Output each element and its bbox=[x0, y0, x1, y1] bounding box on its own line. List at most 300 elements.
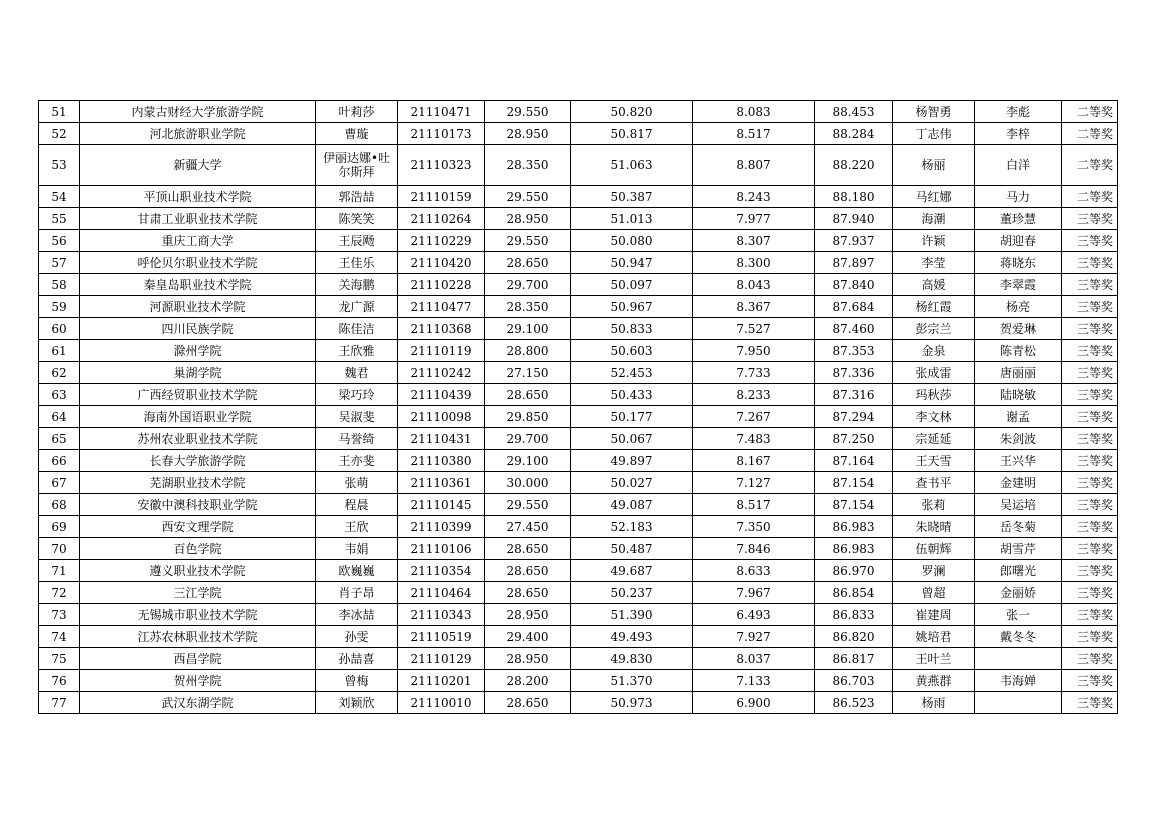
teacher-2-cell: 胡迎春 bbox=[975, 230, 1062, 252]
row-number-cell: 75 bbox=[39, 648, 80, 670]
award-cell: 三等奖 bbox=[1062, 362, 1118, 384]
student-name-cell: 陈佳洁 bbox=[316, 318, 398, 340]
total-score-cell: 87.840 bbox=[815, 274, 893, 296]
total-score-cell: 88.180 bbox=[815, 186, 893, 208]
score-3-cell: 8.243 bbox=[693, 186, 815, 208]
score-3-cell: 8.633 bbox=[693, 560, 815, 582]
score-3-cell: 7.733 bbox=[693, 362, 815, 384]
teacher-2-cell: 陈青松 bbox=[975, 340, 1062, 362]
teacher-2-cell: 韦海婵 bbox=[975, 670, 1062, 692]
score-2-cell: 51.390 bbox=[571, 604, 693, 626]
total-score-cell: 87.940 bbox=[815, 208, 893, 230]
score-3-cell: 8.233 bbox=[693, 384, 815, 406]
teacher-2-cell: 李梓 bbox=[975, 123, 1062, 145]
award-cell: 二等奖 bbox=[1062, 186, 1118, 208]
school-cell: 安徽中澳科技职业学院 bbox=[80, 494, 316, 516]
score-2-cell: 50.817 bbox=[571, 123, 693, 145]
score-1-cell: 28.350 bbox=[485, 145, 571, 186]
score-1-cell: 29.550 bbox=[485, 230, 571, 252]
student-name-cell: 龙广源 bbox=[316, 296, 398, 318]
row-number-cell: 72 bbox=[39, 582, 80, 604]
school-cell: 贺州学院 bbox=[80, 670, 316, 692]
award-cell: 三等奖 bbox=[1062, 494, 1118, 516]
score-3-cell: 8.300 bbox=[693, 252, 815, 274]
score-1-cell: 28.650 bbox=[485, 692, 571, 714]
row-number-cell: 54 bbox=[39, 186, 80, 208]
award-cell: 三等奖 bbox=[1062, 604, 1118, 626]
total-score-cell: 86.983 bbox=[815, 538, 893, 560]
teacher-2-cell: 李彪 bbox=[975, 101, 1062, 123]
teacher-1-cell: 许颖 bbox=[893, 230, 975, 252]
row-number-cell: 62 bbox=[39, 362, 80, 384]
total-score-cell: 88.220 bbox=[815, 145, 893, 186]
award-cell: 三等奖 bbox=[1062, 340, 1118, 362]
score-3-cell: 7.846 bbox=[693, 538, 815, 560]
award-cell: 三等奖 bbox=[1062, 450, 1118, 472]
score-1-cell: 28.650 bbox=[485, 538, 571, 560]
row-number-cell: 51 bbox=[39, 101, 80, 123]
teacher-1-cell: 彭宗兰 bbox=[893, 318, 975, 340]
total-score-cell: 87.154 bbox=[815, 494, 893, 516]
student-id-cell: 21110354 bbox=[398, 560, 485, 582]
table-row bbox=[39, 604, 1118, 626]
row-number-cell: 71 bbox=[39, 560, 80, 582]
student-id-cell: 21110145 bbox=[398, 494, 485, 516]
teacher-1-cell: 伍朝辉 bbox=[893, 538, 975, 560]
score-3-cell: 7.127 bbox=[693, 472, 815, 494]
teacher-1-cell: 金泉 bbox=[893, 340, 975, 362]
score-3-cell: 7.927 bbox=[693, 626, 815, 648]
table-row bbox=[39, 252, 1118, 274]
score-3-cell: 7.483 bbox=[693, 428, 815, 450]
student-id-cell: 21110229 bbox=[398, 230, 485, 252]
score-2-cell: 49.087 bbox=[571, 494, 693, 516]
score-2-cell: 50.487 bbox=[571, 538, 693, 560]
score-2-cell: 50.820 bbox=[571, 101, 693, 123]
student-name-cell: 程晨 bbox=[316, 494, 398, 516]
score-2-cell: 50.833 bbox=[571, 318, 693, 340]
table-row bbox=[39, 406, 1118, 428]
score-2-cell: 50.237 bbox=[571, 582, 693, 604]
row-number-cell: 74 bbox=[39, 626, 80, 648]
score-3-cell: 7.527 bbox=[693, 318, 815, 340]
row-number-cell: 59 bbox=[39, 296, 80, 318]
school-cell: 三江学院 bbox=[80, 582, 316, 604]
score-2-cell: 50.097 bbox=[571, 274, 693, 296]
award-cell: 三等奖 bbox=[1062, 428, 1118, 450]
score-2-cell: 50.603 bbox=[571, 340, 693, 362]
school-cell: 巢湖学院 bbox=[80, 362, 316, 384]
teacher-2-cell: 朱剑波 bbox=[975, 428, 1062, 450]
student-name-cell: 王欣雅 bbox=[316, 340, 398, 362]
score-1-cell: 27.450 bbox=[485, 516, 571, 538]
score-2-cell: 51.370 bbox=[571, 670, 693, 692]
teacher-1-cell: 杨红霞 bbox=[893, 296, 975, 318]
score-2-cell: 51.063 bbox=[571, 145, 693, 186]
student-name-cell: 马誉绮 bbox=[316, 428, 398, 450]
table-row bbox=[39, 692, 1118, 714]
score-1-cell: 29.700 bbox=[485, 274, 571, 296]
total-score-cell: 87.250 bbox=[815, 428, 893, 450]
student-name-cell: 刘颖欣 bbox=[316, 692, 398, 714]
teacher-2-cell: 王兴华 bbox=[975, 450, 1062, 472]
teacher-2-cell: 马力 bbox=[975, 186, 1062, 208]
teacher-1-cell: 玛秋莎 bbox=[893, 384, 975, 406]
row-number-cell: 76 bbox=[39, 670, 80, 692]
total-score-cell: 87.316 bbox=[815, 384, 893, 406]
total-score-cell: 86.817 bbox=[815, 648, 893, 670]
teacher-1-cell: 李文林 bbox=[893, 406, 975, 428]
student-name-cell: 吴淑斐 bbox=[316, 406, 398, 428]
row-number-cell: 58 bbox=[39, 274, 80, 296]
teacher-1-cell: 杨智勇 bbox=[893, 101, 975, 123]
award-cell: 三等奖 bbox=[1062, 538, 1118, 560]
table-row bbox=[39, 101, 1118, 123]
table-row bbox=[39, 582, 1118, 604]
table-row bbox=[39, 472, 1118, 494]
teacher-1-cell: 杨丽 bbox=[893, 145, 975, 186]
award-cell: 三等奖 bbox=[1062, 670, 1118, 692]
student-id-cell: 21110228 bbox=[398, 274, 485, 296]
teacher-1-cell: 张莉 bbox=[893, 494, 975, 516]
table-row bbox=[39, 494, 1118, 516]
teacher-2-cell: 谢孟 bbox=[975, 406, 1062, 428]
award-cell: 三等奖 bbox=[1062, 274, 1118, 296]
teacher-1-cell: 张成雷 bbox=[893, 362, 975, 384]
score-1-cell: 27.150 bbox=[485, 362, 571, 384]
student-id-cell: 21110420 bbox=[398, 252, 485, 274]
student-name-cell: 孙雯 bbox=[316, 626, 398, 648]
teacher-2-cell: 蒋晓东 bbox=[975, 252, 1062, 274]
award-cell: 三等奖 bbox=[1062, 472, 1118, 494]
student-id-cell: 21110264 bbox=[398, 208, 485, 230]
award-cell: 二等奖 bbox=[1062, 101, 1118, 123]
score-2-cell: 50.433 bbox=[571, 384, 693, 406]
student-id-cell: 21110201 bbox=[398, 670, 485, 692]
score-2-cell: 50.967 bbox=[571, 296, 693, 318]
student-id-cell: 21110119 bbox=[398, 340, 485, 362]
total-score-cell: 87.164 bbox=[815, 450, 893, 472]
teacher-1-cell: 王天雪 bbox=[893, 450, 975, 472]
score-1-cell: 28.650 bbox=[485, 582, 571, 604]
teacher-1-cell: 丁志伟 bbox=[893, 123, 975, 145]
score-2-cell: 50.177 bbox=[571, 406, 693, 428]
score-1-cell: 29.550 bbox=[485, 494, 571, 516]
award-cell: 三等奖 bbox=[1062, 582, 1118, 604]
school-cell: 平顶山职业技术学院 bbox=[80, 186, 316, 208]
school-cell: 苏州农业职业技术学院 bbox=[80, 428, 316, 450]
total-score-cell: 87.154 bbox=[815, 472, 893, 494]
student-name-cell: 陈笑笑 bbox=[316, 208, 398, 230]
row-number-cell: 69 bbox=[39, 516, 80, 538]
student-id-cell: 21110323 bbox=[398, 145, 485, 186]
total-score-cell: 86.523 bbox=[815, 692, 893, 714]
award-cell: 三等奖 bbox=[1062, 318, 1118, 340]
total-score-cell: 86.970 bbox=[815, 560, 893, 582]
student-name-cell: 王辰飏 bbox=[316, 230, 398, 252]
score-3-cell: 8.167 bbox=[693, 450, 815, 472]
total-score-cell: 87.336 bbox=[815, 362, 893, 384]
teacher-1-cell: 朱晓晴 bbox=[893, 516, 975, 538]
teacher-2-cell: 陆晓敏 bbox=[975, 384, 1062, 406]
total-score-cell: 88.284 bbox=[815, 123, 893, 145]
row-number-cell: 66 bbox=[39, 450, 80, 472]
school-cell: 秦皇岛职业技术学院 bbox=[80, 274, 316, 296]
student-id-cell: 21110399 bbox=[398, 516, 485, 538]
score-1-cell: 28.950 bbox=[485, 123, 571, 145]
table-row bbox=[39, 670, 1118, 692]
total-score-cell: 87.294 bbox=[815, 406, 893, 428]
score-1-cell: 28.650 bbox=[485, 560, 571, 582]
total-score-cell: 87.937 bbox=[815, 230, 893, 252]
table-row bbox=[39, 296, 1118, 318]
score-3-cell: 7.133 bbox=[693, 670, 815, 692]
row-number-cell: 56 bbox=[39, 230, 80, 252]
student-name-cell: 魏君 bbox=[316, 362, 398, 384]
row-number-cell: 53 bbox=[39, 145, 80, 186]
score-3-cell: 8.307 bbox=[693, 230, 815, 252]
row-number-cell: 61 bbox=[39, 340, 80, 362]
school-cell: 河源职业技术学院 bbox=[80, 296, 316, 318]
teacher-1-cell: 查书平 bbox=[893, 472, 975, 494]
row-number-cell: 60 bbox=[39, 318, 80, 340]
student-id-cell: 21110173 bbox=[398, 123, 485, 145]
teacher-2-cell: 李翠霞 bbox=[975, 274, 1062, 296]
student-id-cell: 21110368 bbox=[398, 318, 485, 340]
teacher-2-cell: 戴冬冬 bbox=[975, 626, 1062, 648]
student-name-cell: 孙喆喜 bbox=[316, 648, 398, 670]
teacher-2-cell: 金丽娇 bbox=[975, 582, 1062, 604]
teacher-2-cell: 董珍慧 bbox=[975, 208, 1062, 230]
teacher-2-cell: 白洋 bbox=[975, 145, 1062, 186]
score-2-cell: 50.080 bbox=[571, 230, 693, 252]
score-3-cell: 8.037 bbox=[693, 648, 815, 670]
score-3-cell: 7.977 bbox=[693, 208, 815, 230]
school-cell: 甘肃工业职业技术学院 bbox=[80, 208, 316, 230]
score-3-cell: 6.900 bbox=[693, 692, 815, 714]
school-cell: 武汉东湖学院 bbox=[80, 692, 316, 714]
score-3-cell: 8.043 bbox=[693, 274, 815, 296]
row-number-cell: 57 bbox=[39, 252, 80, 274]
table-row bbox=[39, 560, 1118, 582]
row-number-cell: 77 bbox=[39, 692, 80, 714]
score-3-cell: 7.950 bbox=[693, 340, 815, 362]
school-cell: 新疆大学 bbox=[80, 145, 316, 186]
teacher-2-cell: 杨亮 bbox=[975, 296, 1062, 318]
score-1-cell: 28.800 bbox=[485, 340, 571, 362]
score-3-cell: 7.967 bbox=[693, 582, 815, 604]
score-1-cell: 29.550 bbox=[485, 186, 571, 208]
school-cell: 西昌学院 bbox=[80, 648, 316, 670]
school-cell: 广西经贸职业技术学院 bbox=[80, 384, 316, 406]
school-cell: 遵义职业技术学院 bbox=[80, 560, 316, 582]
score-2-cell: 49.897 bbox=[571, 450, 693, 472]
score-3-cell: 7.350 bbox=[693, 516, 815, 538]
school-cell: 内蒙古财经大学旅游学院 bbox=[80, 101, 316, 123]
student-name-cell: 郭浩喆 bbox=[316, 186, 398, 208]
school-cell: 西安文理学院 bbox=[80, 516, 316, 538]
teacher-2-cell: 金建明 bbox=[975, 472, 1062, 494]
score-1-cell: 29.700 bbox=[485, 428, 571, 450]
student-id-cell: 21110106 bbox=[398, 538, 485, 560]
score-3-cell: 8.367 bbox=[693, 296, 815, 318]
score-2-cell: 49.493 bbox=[571, 626, 693, 648]
score-3-cell: 8.517 bbox=[693, 123, 815, 145]
score-2-cell: 49.687 bbox=[571, 560, 693, 582]
student-name-cell: 曹璇 bbox=[316, 123, 398, 145]
student-id-cell: 21110242 bbox=[398, 362, 485, 384]
table-row bbox=[39, 428, 1118, 450]
score-1-cell: 29.850 bbox=[485, 406, 571, 428]
award-cell: 三等奖 bbox=[1062, 648, 1118, 670]
school-cell: 江苏农林职业技术学院 bbox=[80, 626, 316, 648]
student-name-cell: 伊丽达娜•吐尔斯拜 bbox=[316, 145, 398, 186]
score-2-cell: 49.830 bbox=[571, 648, 693, 670]
teacher-1-cell: 海潮 bbox=[893, 208, 975, 230]
table-row bbox=[39, 648, 1118, 670]
school-cell: 河北旅游职业学院 bbox=[80, 123, 316, 145]
teacher-1-cell: 高媛 bbox=[893, 274, 975, 296]
score-3-cell: 8.807 bbox=[693, 145, 815, 186]
student-name-cell: 韦娟 bbox=[316, 538, 398, 560]
award-cell: 三等奖 bbox=[1062, 252, 1118, 274]
row-number-cell: 52 bbox=[39, 123, 80, 145]
score-1-cell: 28.950 bbox=[485, 208, 571, 230]
teacher-1-cell: 杨雨 bbox=[893, 692, 975, 714]
table-row bbox=[39, 145, 1118, 186]
score-1-cell: 28.650 bbox=[485, 252, 571, 274]
score-1-cell: 28.200 bbox=[485, 670, 571, 692]
school-cell: 四川民族学院 bbox=[80, 318, 316, 340]
school-cell: 无锡城市职业技术学院 bbox=[80, 604, 316, 626]
award-cell: 二等奖 bbox=[1062, 123, 1118, 145]
score-2-cell: 50.947 bbox=[571, 252, 693, 274]
student-id-cell: 21110464 bbox=[398, 582, 485, 604]
results-table bbox=[38, 100, 1118, 714]
table-row bbox=[39, 362, 1118, 384]
school-cell: 滁州学院 bbox=[80, 340, 316, 362]
total-score-cell: 87.684 bbox=[815, 296, 893, 318]
table-row bbox=[39, 208, 1118, 230]
row-number-cell: 68 bbox=[39, 494, 80, 516]
student-name-cell: 欧巍巍 bbox=[316, 560, 398, 582]
award-cell: 三等奖 bbox=[1062, 208, 1118, 230]
row-number-cell: 55 bbox=[39, 208, 80, 230]
student-name-cell: 李冰喆 bbox=[316, 604, 398, 626]
score-2-cell: 51.013 bbox=[571, 208, 693, 230]
total-score-cell: 86.983 bbox=[815, 516, 893, 538]
score-1-cell: 30.000 bbox=[485, 472, 571, 494]
teacher-2-cell: 张一 bbox=[975, 604, 1062, 626]
student-name-cell: 肖子昂 bbox=[316, 582, 398, 604]
score-1-cell: 28.950 bbox=[485, 604, 571, 626]
student-id-cell: 21110380 bbox=[398, 450, 485, 472]
score-1-cell: 29.100 bbox=[485, 318, 571, 340]
teacher-1-cell: 罗澜 bbox=[893, 560, 975, 582]
student-id-cell: 21110159 bbox=[398, 186, 485, 208]
total-score-cell: 86.833 bbox=[815, 604, 893, 626]
teacher-1-cell: 王叶兰 bbox=[893, 648, 975, 670]
score-3-cell: 8.083 bbox=[693, 101, 815, 123]
table-row bbox=[39, 516, 1118, 538]
award-cell: 三等奖 bbox=[1062, 296, 1118, 318]
teacher-1-cell: 姚培君 bbox=[893, 626, 975, 648]
student-id-cell: 21110439 bbox=[398, 384, 485, 406]
award-cell: 三等奖 bbox=[1062, 230, 1118, 252]
table-row bbox=[39, 274, 1118, 296]
table-body bbox=[39, 101, 1118, 714]
teacher-2-cell: 吴运培 bbox=[975, 494, 1062, 516]
table-row bbox=[39, 538, 1118, 560]
student-name-cell: 王亦斐 bbox=[316, 450, 398, 472]
score-1-cell: 28.650 bbox=[485, 384, 571, 406]
teacher-2-cell: 郎曙光 bbox=[975, 560, 1062, 582]
score-2-cell: 50.973 bbox=[571, 692, 693, 714]
school-cell: 呼伦贝尔职业技术学院 bbox=[80, 252, 316, 274]
teacher-2-cell: 胡雪芹 bbox=[975, 538, 1062, 560]
student-id-cell: 21110098 bbox=[398, 406, 485, 428]
school-cell: 长春大学旅游学院 bbox=[80, 450, 316, 472]
teacher-2-cell: 岳冬菊 bbox=[975, 516, 1062, 538]
total-score-cell: 86.820 bbox=[815, 626, 893, 648]
score-2-cell: 52.183 bbox=[571, 516, 693, 538]
school-cell: 百色学院 bbox=[80, 538, 316, 560]
score-3-cell: 8.517 bbox=[693, 494, 815, 516]
score-3-cell: 7.267 bbox=[693, 406, 815, 428]
table-row bbox=[39, 318, 1118, 340]
teacher-1-cell: 曾超 bbox=[893, 582, 975, 604]
teacher-2-cell bbox=[975, 648, 1062, 670]
award-cell: 三等奖 bbox=[1062, 406, 1118, 428]
teacher-1-cell: 黄燕群 bbox=[893, 670, 975, 692]
student-id-cell: 21110477 bbox=[398, 296, 485, 318]
score-2-cell: 50.027 bbox=[571, 472, 693, 494]
student-id-cell: 21110010 bbox=[398, 692, 485, 714]
teacher-1-cell: 李莹 bbox=[893, 252, 975, 274]
student-id-cell: 21110343 bbox=[398, 604, 485, 626]
school-cell: 海南外国语职业学院 bbox=[80, 406, 316, 428]
teacher-2-cell: 贺爱琳 bbox=[975, 318, 1062, 340]
row-number-cell: 70 bbox=[39, 538, 80, 560]
row-number-cell: 63 bbox=[39, 384, 80, 406]
award-cell: 二等奖 bbox=[1062, 145, 1118, 186]
student-name-cell: 关海鹏 bbox=[316, 274, 398, 296]
score-1-cell: 29.550 bbox=[485, 101, 571, 123]
student-id-cell: 21110361 bbox=[398, 472, 485, 494]
student-name-cell: 叶莉莎 bbox=[316, 101, 398, 123]
total-score-cell: 87.897 bbox=[815, 252, 893, 274]
score-3-cell: 6.493 bbox=[693, 604, 815, 626]
table-row bbox=[39, 123, 1118, 145]
student-name-cell: 王欣 bbox=[316, 516, 398, 538]
teacher-1-cell: 宗延延 bbox=[893, 428, 975, 450]
table-row bbox=[39, 626, 1118, 648]
award-cell: 三等奖 bbox=[1062, 692, 1118, 714]
student-id-cell: 21110519 bbox=[398, 626, 485, 648]
teacher-2-cell: 唐丽丽 bbox=[975, 362, 1062, 384]
award-cell: 三等奖 bbox=[1062, 626, 1118, 648]
award-cell: 三等奖 bbox=[1062, 384, 1118, 406]
score-1-cell: 29.100 bbox=[485, 450, 571, 472]
total-score-cell: 86.703 bbox=[815, 670, 893, 692]
row-number-cell: 64 bbox=[39, 406, 80, 428]
teacher-1-cell: 崔建周 bbox=[893, 604, 975, 626]
teacher-1-cell: 马红娜 bbox=[893, 186, 975, 208]
school-cell: 重庆工商大学 bbox=[80, 230, 316, 252]
table-row bbox=[39, 230, 1118, 252]
row-number-cell: 73 bbox=[39, 604, 80, 626]
score-1-cell: 28.950 bbox=[485, 648, 571, 670]
